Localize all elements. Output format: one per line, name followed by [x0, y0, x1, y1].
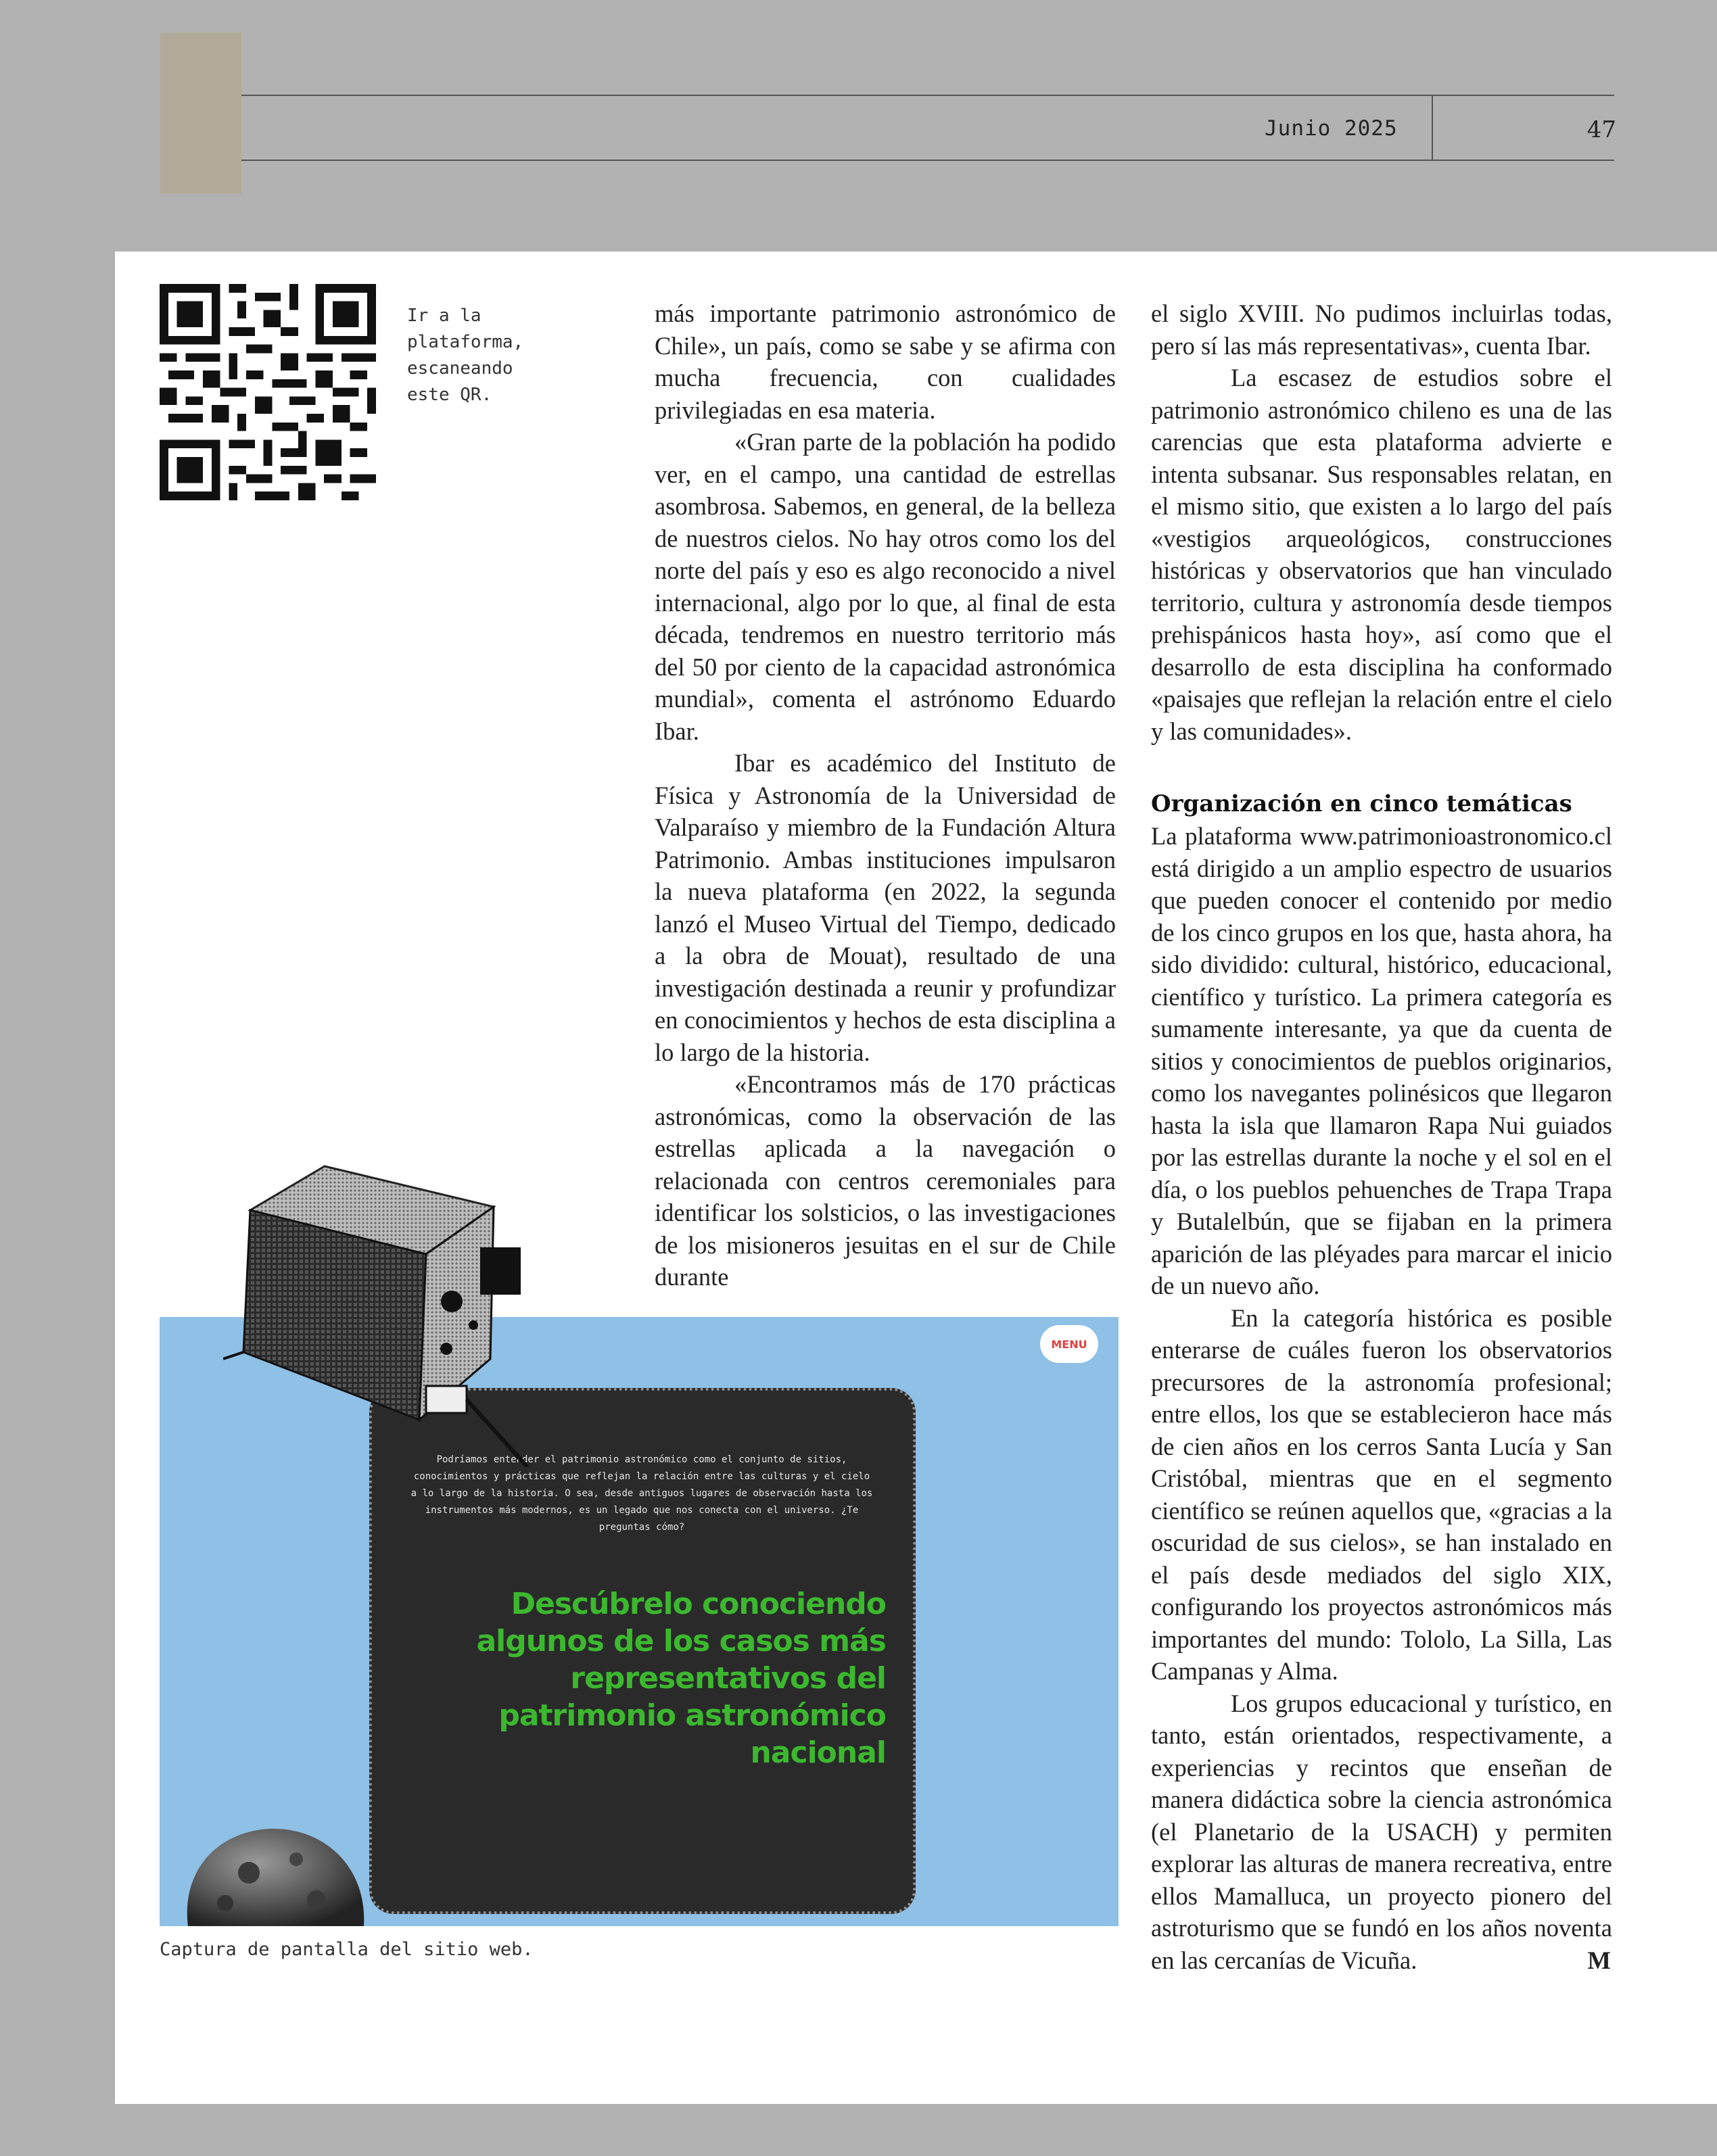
board-headline: Descúbrelo conociendo algunos de los casos más representativos del patrimonio astronómico nacional — [476, 1587, 886, 1770]
section-heading: Organización en cinco temáticas — [1151, 790, 1572, 817]
header-bottom-rule — [241, 160, 1614, 161]
satellite-icon — [223, 1156, 615, 1467]
header-tab-marker — [160, 32, 241, 193]
end-mark: M — [1587, 1946, 1611, 1974]
page-number: 47 — [1586, 116, 1616, 143]
paragraph: En la categoría histórica es posible enterarse de cuáles fueron los observatorios precursores de la astronomía profesional; entre ellos, los que se establecieron hace más de cien años en los cerros Santa Lucía y San Cristóbal, mientras que en el segmento científico se reúnen aquellos que, «gracias a la oscuridad de sus cielos», se han instalado en el país desde mediados del siglo XIX, configurando los proyectos astronómicos más importantes del mundo: Tololo, La Silla, Las Campanas y Alma. — [1151, 1303, 1612, 1685]
header-divider — [1432, 95, 1433, 160]
paragraph: La plataforma www.patrimonioastronomico.cl está dirigido a un amplio espectro de usuarios que pueden conocer el contenido por medio de los cinco grupos en los que, hasta ahora, ha sido dividido: cultural, histórico, educacional, científico y turístico. La primera categoría es sumamente interesante, ya que da cuenta de sitios y conocimientos de pueblos originarios, como los navegantes polinésicos que llegaron hasta la isla que llamaron Rapa Nui guiados por las estrellas durante la noche y el sol en el día, o los pueblos pehuenches de Trapa Trapa y Butalelbún, que se fijaban en la primera aparición de las pléyades para marcar el inicio de un nuevo año. — [1151, 822, 1612, 1299]
article-column-2 — [1151, 297, 1612, 1976]
paragraph-text: Los grupos educacional y turístico, en tanto, están orientados, respectivamente, a experiencias y recintos que enseñan de manera didáctica sobre la ciencia astronómica (el Planetario de la USACH) y permiten explorar las alturas de manera recreativa, entre ellos Mamalluca, un proyecto pionero del astroturismo que se fundó en los años noventa en las cercanías de Vicuña. — [1151, 1689, 1612, 1974]
screenshot-caption: Captura de pantalla del sitio web. — [160, 1939, 534, 1960]
paragraph: «Encontramos más de 170 prácticas astronómicas, como la observación de las estrellas aplicada a la navegación o relacionada con centros ceremoniales para identificar los solsticios, o las investigaciones de los misioneros jesuitas en el sur de Chile durante — [655, 1070, 1116, 1291]
qr-code-icon[interactable] — [160, 284, 376, 500]
qr-caption: Ir a la plataforma, escaneando este QR. — [407, 306, 524, 405]
paragraph: Ibar es académico del Instituto de Física y Astronomía de la Universidad de Valparaíso y miembro de la Fundación Altura Patrimonio. Ambas instituciones impulsaron la nueva plataforma (en 2022, la segunda lanzó el Museo Virtual del Tiempo, dedicado a la obra de Mouat), resultado de una investigación destinada a reunir y profundizar en conocimientos y hechos de esta disciplina a lo largo de la historia. — [655, 749, 1116, 1066]
paragraph — [1151, 1687, 1612, 1977]
paragraph: más importante patrimonio astronómico de Chile», un país, como se sabe y se afirma con mucha frecuencia, con cualidades privilegiadas en esa materia. — [655, 300, 1116, 424]
board-body-text: Podríamos entender el patrimonio astronómico como el conjunto de sitios, conocimientos y prácticas que reflejan la relación entre las culturas y el cielo a lo largo de la historia. O sea, desde antiguos lugares de observación hasta los instrumentos más modernos, es un legado que nos conecta con el universo. ¿Te preguntas cómo? — [410, 1454, 873, 1533]
paragraph: «Gran parte de la población ha podido ver, en el campo, una cantidad de estrellas asombrosa. Sabemos, en general, de la belleza de nuestros cielos. No hay otros como los del norte del país y eso es algo reconocido a nivel internacional, algo por lo que, al final de esta década, tendremos en nuestro territorio más del 50 por ciento de la capacidad astronómica mundial», comenta el astrónomo Eduardo Ibar. — [655, 428, 1116, 745]
asteroid-icon — [174, 1792, 377, 1927]
paragraph: el siglo XVIII. No pudimos incluirlas todas, pero sí las más representativas», cuenta Ibar. — [1151, 300, 1612, 360]
header-top-rule — [241, 95, 1614, 96]
menu-button[interactable]: MENU — [1040, 1325, 1098, 1363]
paragraph: La escasez de estudios sobre el patrimonio astronómico chileno es una de las carencias que esta plataforma advierte e intenta subsanar. Sus responsables relatan, en el mismo sitio, que existen a lo largo del país «vestigios arqueológicos, construcciones históricas y observatorios que han vinculado territorio, cultura y astronomía desde tiempos prehispánicos hasta hoy», así como que el desarrollo de esta disciplina ha conformado «paisajes que reflejan la relación entre el cielo y las comunidades». — [1151, 364, 1612, 745]
issue-date: Junio 2025 — [1265, 116, 1398, 141]
article-column-1 — [655, 297, 1116, 1293]
